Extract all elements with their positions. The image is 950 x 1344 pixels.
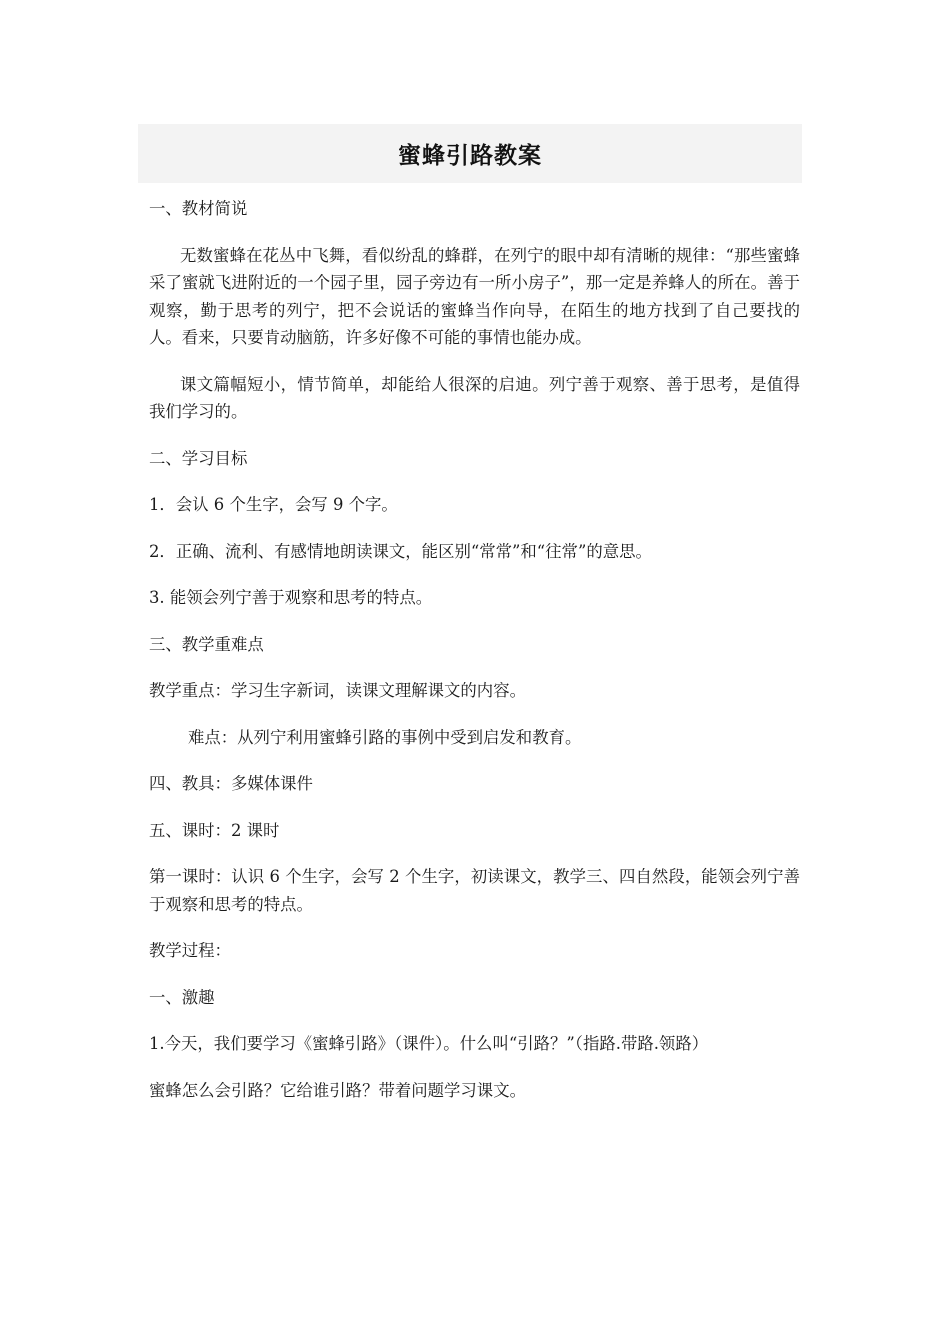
- document-body: [138, 195, 802, 1104]
- section-heading-periods: 五、课时：2 课时: [149, 820, 280, 840]
- key-point: 教学重点：学习生字新词，读课文理解课文的内容。: [149, 681, 526, 700]
- teaching-process-heading: 教学过程：: [149, 941, 231, 960]
- step-heading-interest: 一、激趣: [149, 987, 215, 1007]
- goal-item-2: 2．正确、流利、有感情地朗读课文，能区别“常常”和“往常”的意思。: [149, 541, 652, 561]
- document-title: 蜜蜂引路教案: [398, 143, 542, 169]
- goal-item-1: 1．会认 6 个生字，会写 9 个字。: [149, 495, 398, 514]
- first-period-description: 第一课时：认识 6 个生字，会写 2 个生字，初读课文，教学三、四自然段，能领会列宁善于观察和思考的特点。: [149, 867, 800, 914]
- section-heading-goals: 二、学习目标: [149, 448, 248, 468]
- paragraph-summary: 无数蜜蜂在花丛中飞舞，看似纷乱的蜂群，在列宁的眼中却有清晰的规律：“那些蜜蜂采了蜜就飞进附近的一个园子里，园子旁边有一所小房子”，那一定是养蜂人的所在。善于观察，勤于思考的列宁，把不会说话的蜜蜂当作向导，在陌生的地方找到了自己要找的人。看来，只要肯动脑筋，许多好像不可能的事情也能办成。: [149, 245, 800, 347]
- paragraph-lesson-note: 课文篇幅短小，情节简单，却能给人很深的启迪。列宁善于观察、善于思考，是值得我们学习的。: [149, 374, 800, 421]
- goal-item-3: 3. 能领会列宁善于观察和思考的特点。: [149, 588, 433, 607]
- difficult-point: 难点：从列宁利用蜜蜂引路的事例中受到启发和教育。: [188, 727, 582, 747]
- section-heading-textbook: 一、教材简说: [149, 199, 248, 218]
- document-page: [138, 124, 802, 1123]
- section-heading-key-points: 三、教学重难点: [149, 634, 264, 654]
- step-question: 蜜蜂怎么会引路？它给谁引路？带着问题学习课文。: [149, 1080, 526, 1100]
- title-band: [138, 124, 802, 183]
- section-heading-tools: 四、教具：多媒体课件: [149, 774, 313, 793]
- step-item-1: 1.今天，我们要学习《蜜蜂引路》（课件）。什么叫“引路？”（指路.带路.领路）: [149, 1034, 709, 1053]
